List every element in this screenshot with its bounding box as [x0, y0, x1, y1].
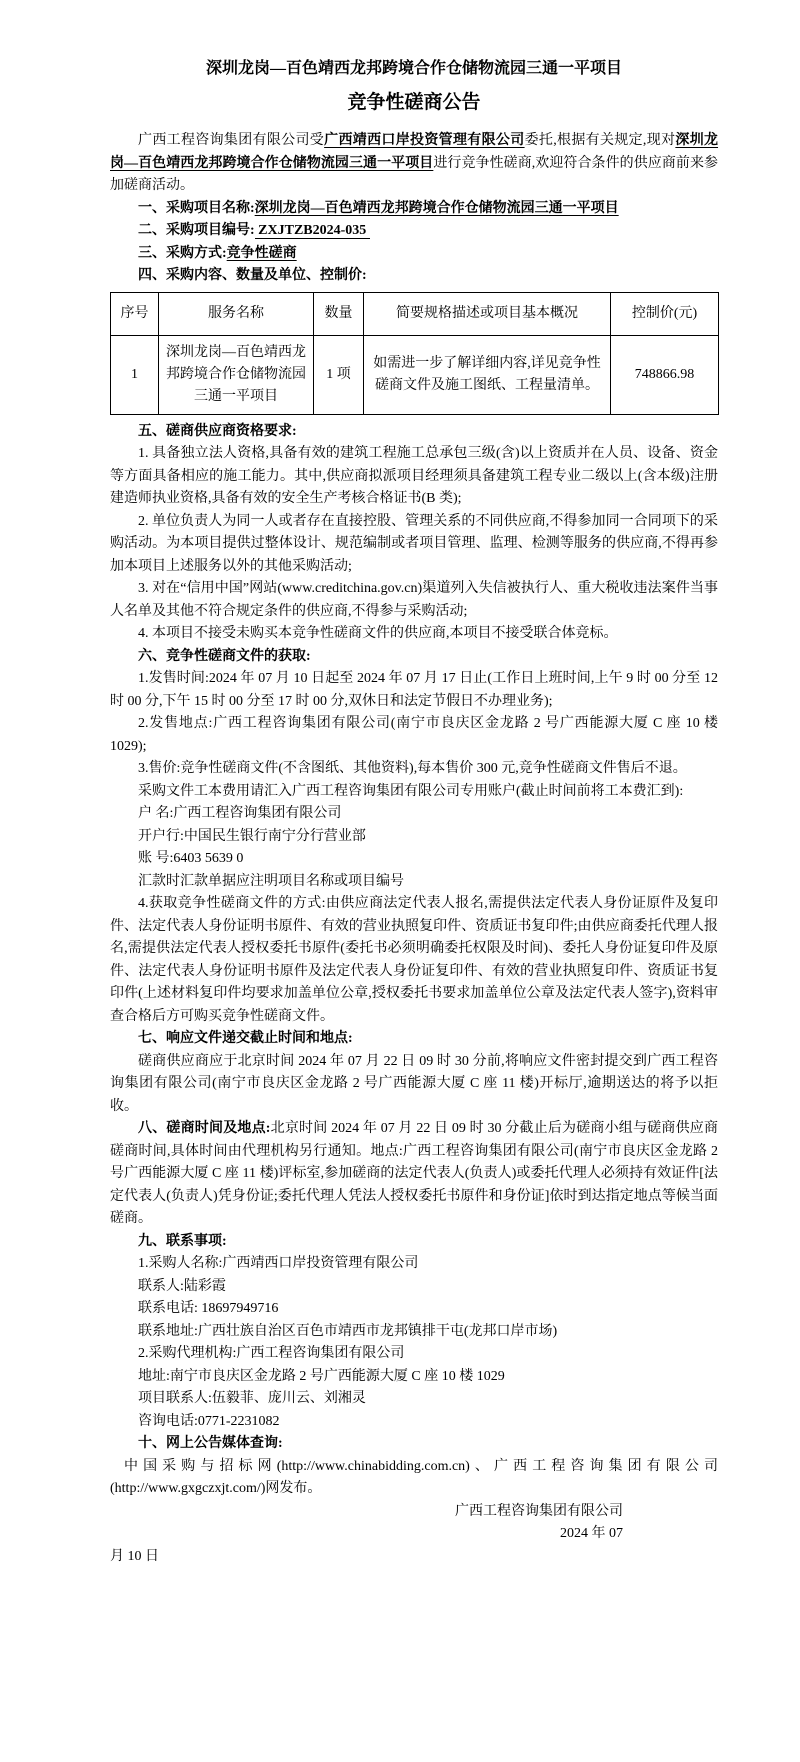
section-8-paragraph [110, 1118, 718, 1231]
purchaser-name-line: 1.采购人名称:广西靖西口岸投资管理有限公司 [138, 1256, 419, 1271]
section-3-value: 竞争性磋商 [226, 245, 297, 261]
section-2-project-number [110, 220, 718, 243]
contact-address-line: 联系地址:广西壮族自治区百色市靖西市龙邦镇排干屯(龙邦口岸市场) [138, 1323, 558, 1339]
payment-instruction-paragraph: 采购文件工本费用请汇入广西工程咨询集团有限公司专用账户(截止时间前将工本费汇到): [138, 783, 684, 799]
signature-date-left: 月 10 日 [110, 1548, 159, 1564]
section-10-heading: 十、网上公告媒体查询: [138, 1436, 283, 1451]
account-bank-line: 开户行:中国民生银行南宁分行营业部 [138, 828, 366, 844]
section-3-method [110, 243, 718, 266]
inquiry-phone-line: 咨询电话:0771-2231082 [138, 1413, 280, 1429]
cell-description: 如需进一步了解详细内容,详见竞争性磋商文件及施工图纸、工程量清单。 [364, 335, 611, 414]
contact-phone-line: 联系电话: 18697949716 [138, 1301, 279, 1316]
signature-company: 广西工程咨询集团有限公司 [455, 1503, 623, 1519]
intro-paragraph [110, 130, 718, 198]
document-title-announcement: 竞争性磋商公告 [347, 92, 481, 113]
intro-post: 进行竞争性磋商,欢迎符合条件的供应商前来参加磋商活动。 [110, 155, 719, 193]
sale-place-paragraph: 2.发售地点:广西工程咨询集团有限公司(南宁市良庆区金龙路 2 号广西能源大厦 C 座 10 楼 1029); [110, 716, 718, 754]
section-8-label: 八、磋商时间及地点: [138, 1121, 271, 1136]
qualification-item-3: 3. 对在“信用中国”网站(www.creditchina.gov.cn)渠道列入失信被执行人、重大税收违法案件当事人名单及其他不符合规定条件的供应商,不得参与采购活动; [110, 581, 718, 619]
submission-deadline-paragraph: 磋商供应商应于北京时间 2024 年 07 月 22 日 09 时 30 分前,将响应文件密封提交到广西工程咨询集团有限公司(南宁市良庆区金龙路 2 号广西能源大厦 C 座 11 楼)开标厅,逾期送达的将予以拒收。 [110, 1053, 718, 1114]
section-3-label: 三、采购方式: [138, 245, 227, 261]
document-obtain-method-paragraph: 4.获取竞争性磋商文件的方式:由供应商法定代表人报名,需提供法定代表人身份证原件及复印件、法定代表人身份证明书原件、有效的营业执照复印件、资质证书复印件;由供应商委托代理人报名,需提供法定代表人授权委托书原件(委托书必须明确委托权限及时间)、委托人身份证复印件及原件、法定代表人身份证明书原件及法定代表人身份证复印件、有效的营业执照复印件、资质证书复印件(上述材料复印件均要求加盖单位公章,授权委托书要求加盖单位公章及法定代表人签字),资料审查合格后方可购买竞争性磋商文件。 [110, 896, 718, 1024]
intro-purchaser-name: 广西靖西口岸投资管理有限公司 [324, 133, 525, 148]
section-8-text: 北京时间 2024 年 07 月 22 日 09 时 30 分截止后为磋商小组与磋商供应商磋商时间,具体时间由代理机构另行通知。地点:广西工程咨询集团有限公司(南宁市良庆区金龙路 2 号广西能源大厦 C 座 11 楼)评标室,参加磋商的法定代表人(负责人)或委托代理人必须持有效证件[法定代表人(负责人)凭身份证;委托代理人凭法人授权委托书原件和身份证]依时到达指定地点等候当面磋商。 [110, 1121, 718, 1226]
contact-person-line: 联系人:陆彩霞 [138, 1278, 226, 1294]
account-note-line: 汇款时汇款单据应注明项目名称或项目编号 [138, 873, 404, 889]
col-header-quantity: 数量 [314, 292, 364, 335]
section-1-value: 深圳龙岗—百色靖西龙邦跨境合作仓储物流园三通一平项目 [254, 200, 619, 216]
intro-pre: 广西工程咨询集团有限公司受 [138, 133, 325, 148]
signature-date-right: 2024 年 07 [560, 1526, 623, 1541]
cell-service-name: 深圳龙岗—百色靖西龙邦跨境合作仓储物流园三通一平项目 [159, 335, 314, 414]
sale-price-paragraph: 3.售价:竞争性磋商文件(不含图纸、其他资料),每本售价 300 元,竞争性磋商文件售后不退。 [138, 761, 687, 776]
project-contacts-line: 项目联系人:伍毅菲、庞川云、刘湘灵 [138, 1391, 366, 1406]
section-9-heading: 九、联系事项: [138, 1233, 227, 1249]
cell-control-price: 748866.98 [611, 335, 719, 414]
document-title-project: 深圳龙岗—百色靖西龙邦跨境合作仓储物流园三通一平项目 [205, 60, 622, 77]
cell-quantity: 1 项 [314, 335, 364, 414]
col-header-service-name: 服务名称 [159, 292, 314, 335]
col-header-no: 序号 [111, 292, 159, 335]
table-row [111, 335, 719, 414]
qualification-item-2: 2. 单位负责人为同一人或者存在直接控股、管理关系的不同供应商,不得参加同一合同项下的采购活动。为本项目提供过整体设计、规范编制或者项目管理、监理、检测等服务的供应商,不得再参加本项目上述服务以外的其他采购活动; [110, 513, 718, 574]
intro-project-name: 深圳龙岗—百色靖西龙邦跨境合作仓储物流园三通一平项目 [110, 133, 719, 171]
table-header-row [111, 292, 719, 335]
cell-no: 1 [111, 335, 159, 414]
agency-address-line: 地址:南宁市良庆区金龙路 2 号广西能源大厦 C 座 10 楼 1029 [138, 1368, 505, 1384]
section-1-label: 一、采购项目名称: [138, 200, 255, 216]
section-2-value: ZXJTZB2024-035 [254, 223, 370, 238]
intro-mid: 委托,根据有关规定,现对 [524, 133, 676, 148]
media-announcement-paragraph: 中国采购与招标网(http://www.chinabidding.com.cn)、广西工程咨询集团有限公司(http://www.gxgczxjt.com/)网发布。 [110, 1458, 718, 1496]
col-header-description: 简要规格描述或项目基本概况 [364, 292, 611, 335]
section-4-heading: 四、采购内容、数量及单位、控制价: [138, 268, 367, 283]
account-number-line: 账 号:6403 5639 0 [138, 851, 244, 866]
section-5-heading: 五、磋商供应商资格要求: [138, 423, 297, 439]
section-1-project-name [110, 198, 718, 221]
sale-time-paragraph: 1.发售时间:2024 年 07 月 10 日起至 2024 年 07 月 17 日止(工作日上班时间,上午 9 时 00 分至 12 时 00 分,下午 15 时 00 分至 17 时 00 分,双休日和法定节假日不办理业务); [110, 671, 718, 709]
agency-name-line: 2.采购代理机构:广西工程咨询集团有限公司 [138, 1346, 405, 1361]
qualification-item-4: 4. 本项目不接受未购买本竞争性磋商文件的供应商,本项目不接受联合体竞标。 [138, 626, 618, 641]
section-2-label: 二、采购项目编号: [138, 223, 255, 238]
qualification-item-1: 1. 具备独立法人资格,具备有效的建筑工程施工总承包三级(含)以上资质并在人员、设备、资金等方面具备相应的施工能力。其中,供应商拟派项目经理须具备建筑工程专业二级以上(含本级)注册建造师执业资格,具备有效的安全生产考核合格证书(B 类); [110, 446, 718, 506]
purchase-content-table [110, 292, 719, 415]
section-7-heading: 七、响应文件递交截止时间和地点: [138, 1031, 353, 1046]
section-6-heading: 六、竞争性磋商文件的获取: [138, 648, 311, 664]
account-name-line: 户 名:广西工程咨询集团有限公司 [138, 806, 342, 821]
col-header-control-price: 控制价(元) [611, 292, 719, 335]
